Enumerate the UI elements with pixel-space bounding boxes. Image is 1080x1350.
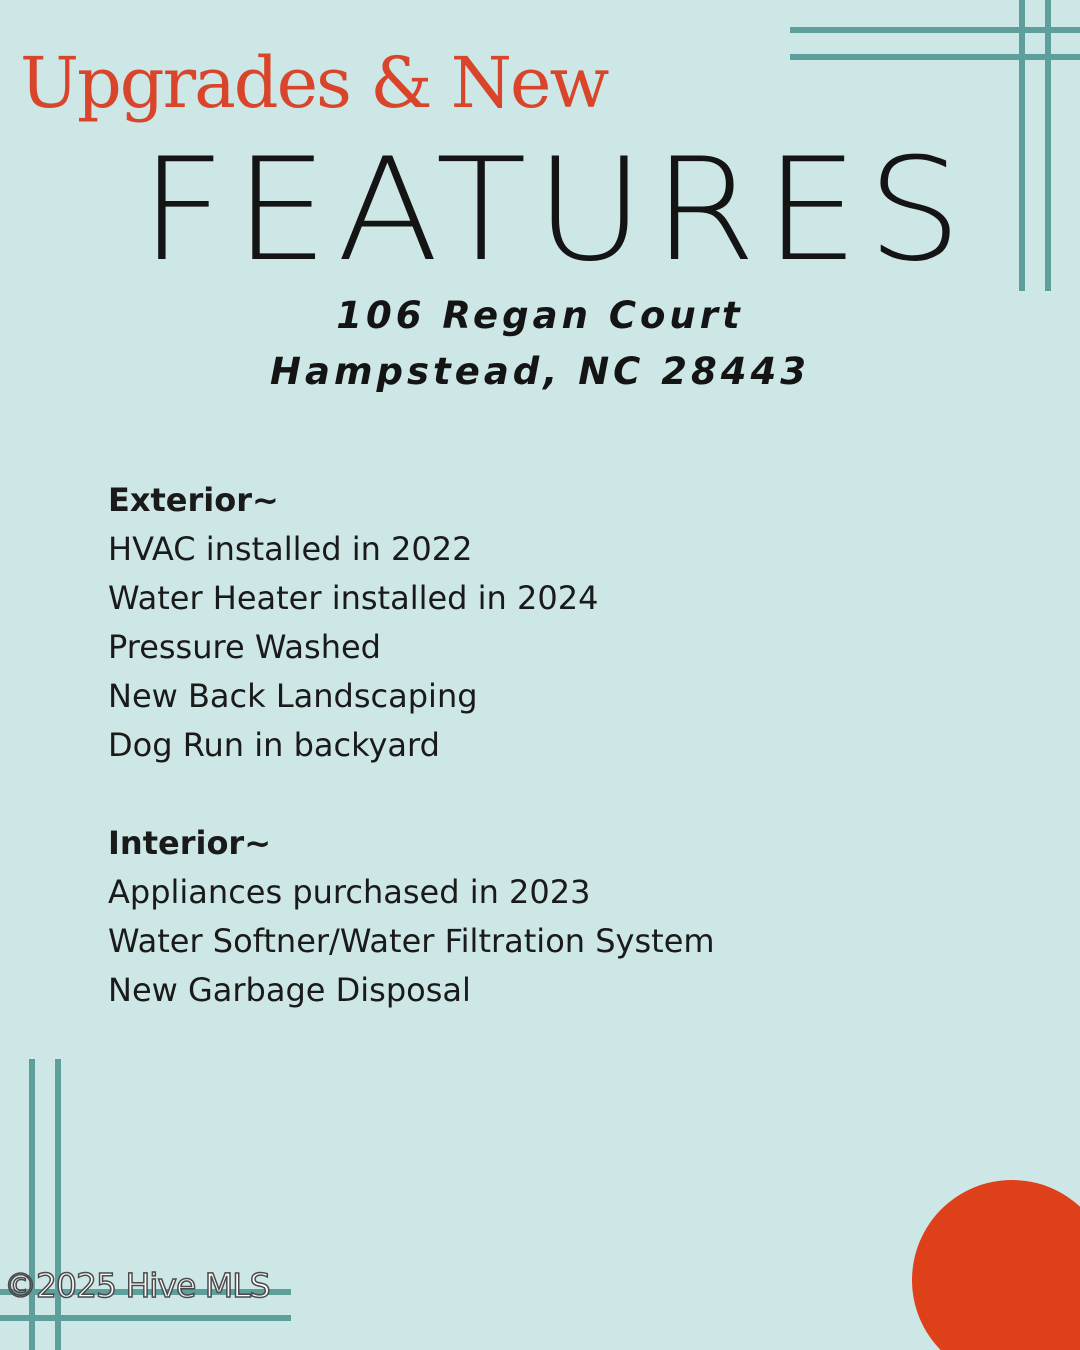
exterior-item: New Back Landscaping xyxy=(108,677,478,715)
interior-item: Appliances purchased in 2023 xyxy=(108,873,591,911)
exterior-item: Dog Run in backyard xyxy=(108,726,440,764)
bottom-left-horizontal-line-2 xyxy=(0,1315,291,1321)
exterior-list xyxy=(108,525,1008,770)
exterior-heading: Exterior~ xyxy=(108,481,279,519)
address-line-1: 106 Regan Court xyxy=(336,294,744,337)
script-title: Upgrades & New xyxy=(20,42,608,124)
top-right-horizontal-line-1 xyxy=(790,27,1080,33)
bottom-left-vertical-line-1 xyxy=(29,1059,35,1350)
copyright-watermark: ©2025 Hive MLS xyxy=(4,1266,270,1305)
exterior-item: Pressure Washed xyxy=(108,628,381,666)
top-right-horizontal-line-2 xyxy=(790,54,1080,60)
exterior-item: HVAC installed in 2022 xyxy=(108,530,473,568)
features-section xyxy=(108,476,1008,1015)
bottom-left-vertical-line-2 xyxy=(55,1059,61,1350)
section-spacer xyxy=(108,770,1008,819)
interior-item: Water Softner/Water Filtration System xyxy=(108,922,715,960)
top-right-vertical-line-1 xyxy=(1019,0,1025,291)
exterior-item: Water Heater installed in 2024 xyxy=(108,579,599,617)
interior-item: New Garbage Disposal xyxy=(108,971,471,1009)
orange-circle xyxy=(912,1180,1080,1350)
property-address xyxy=(0,288,1080,400)
main-title: FEATURES xyxy=(140,128,971,293)
interior-heading: Interior~ xyxy=(108,824,272,862)
top-right-vertical-line-2 xyxy=(1045,0,1051,291)
interior-list xyxy=(108,868,1008,1015)
address-line-2: Hampstead, NC 28443 xyxy=(270,350,810,393)
